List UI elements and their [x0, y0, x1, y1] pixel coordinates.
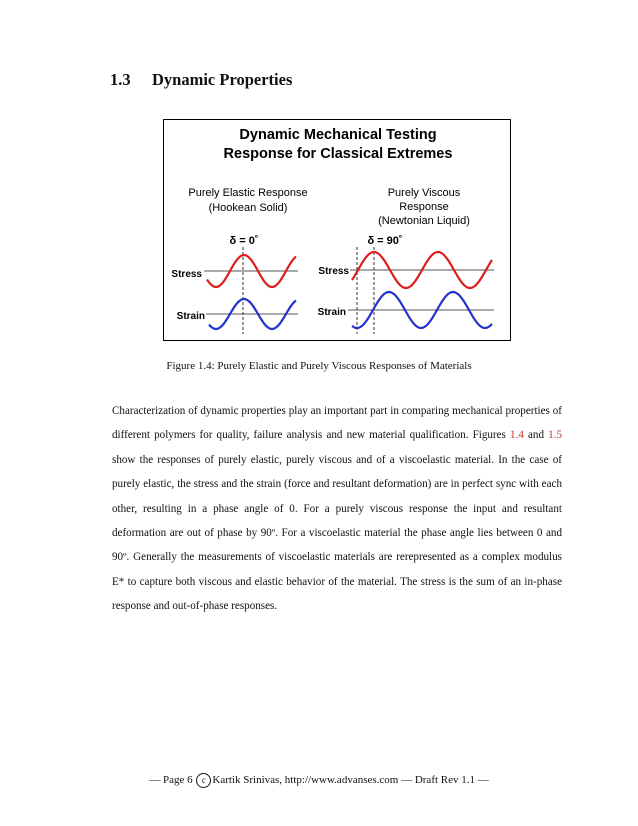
figure-title-line2: Response for Classical Extremes: [223, 146, 453, 162]
section-title: Dynamic Properties: [152, 70, 293, 89]
section-heading: [110, 70, 292, 90]
figure-title-line1: Dynamic Mechanical Testing: [239, 127, 437, 143]
footer-prefix: — Page 6: [149, 774, 196, 787]
body-text-3: show the responses of purely elastic, purely viscous and of a viscoelastic material. In the case of purely elastic, the stress and the strain (force and resultant deformation) are in perfect sync with each other, resulting in a phase angle of 0. For a purely viscous response the input and resultant deformation are out of phase by 90º. For a viscoelastic material the phase angle lies between 0 and 90º. Generally the measurements of viscoelastic materials are rerepresented as a complex modulus E* to capture both viscous and elastic behavior of the material. The stress is the sum of an in-phase response and out-of-phase responses.: [112, 453, 562, 613]
figure-caption: Figure 1.4: Purely Elastic and Purely Viscous Responses of Materials: [166, 360, 472, 372]
viscous-strain-label: Strain: [317, 307, 346, 318]
viscous-phase-label: δ = 90˚: [367, 235, 403, 247]
elastic-strain-label: Strain: [176, 311, 205, 322]
elastic-phase-label: δ = 0˚: [229, 235, 259, 247]
viscous-label-line3: (Newtonian Liquid): [378, 215, 470, 227]
section-number: 1.3: [110, 70, 131, 89]
body-text-1: Characterization of dynamic properties play an important part in comparing mechanical properties of different polymers for quality, failure analysis and new material qualification. Figures: [112, 405, 562, 442]
dma-figure-svg: [164, 120, 512, 342]
viscous-label-line2: Response: [399, 201, 449, 213]
page-footer: [0, 773, 638, 788]
elastic-label-line2: (Hookean Solid): [208, 202, 288, 214]
body-paragraph: [112, 399, 562, 619]
viscous-stress-label: Stress: [318, 266, 349, 277]
figure-ref-1-5[interactable]: 1.5: [548, 429, 562, 442]
body-text-2: and: [523, 429, 549, 442]
figure-ref-1-4[interactable]: 1.4: [510, 429, 524, 442]
elastic-label-line1: Purely Elastic Response: [188, 187, 308, 199]
footer-suffix: Kartik Srinivas, http://www.advanses.com — Draft Rev 1.1 —: [212, 774, 489, 787]
figure-1-4: [163, 119, 511, 341]
copyright-symbol: c: [196, 773, 211, 788]
viscous-label-line1: Purely Viscous: [387, 187, 461, 199]
elastic-stress-label: Stress: [171, 269, 202, 280]
